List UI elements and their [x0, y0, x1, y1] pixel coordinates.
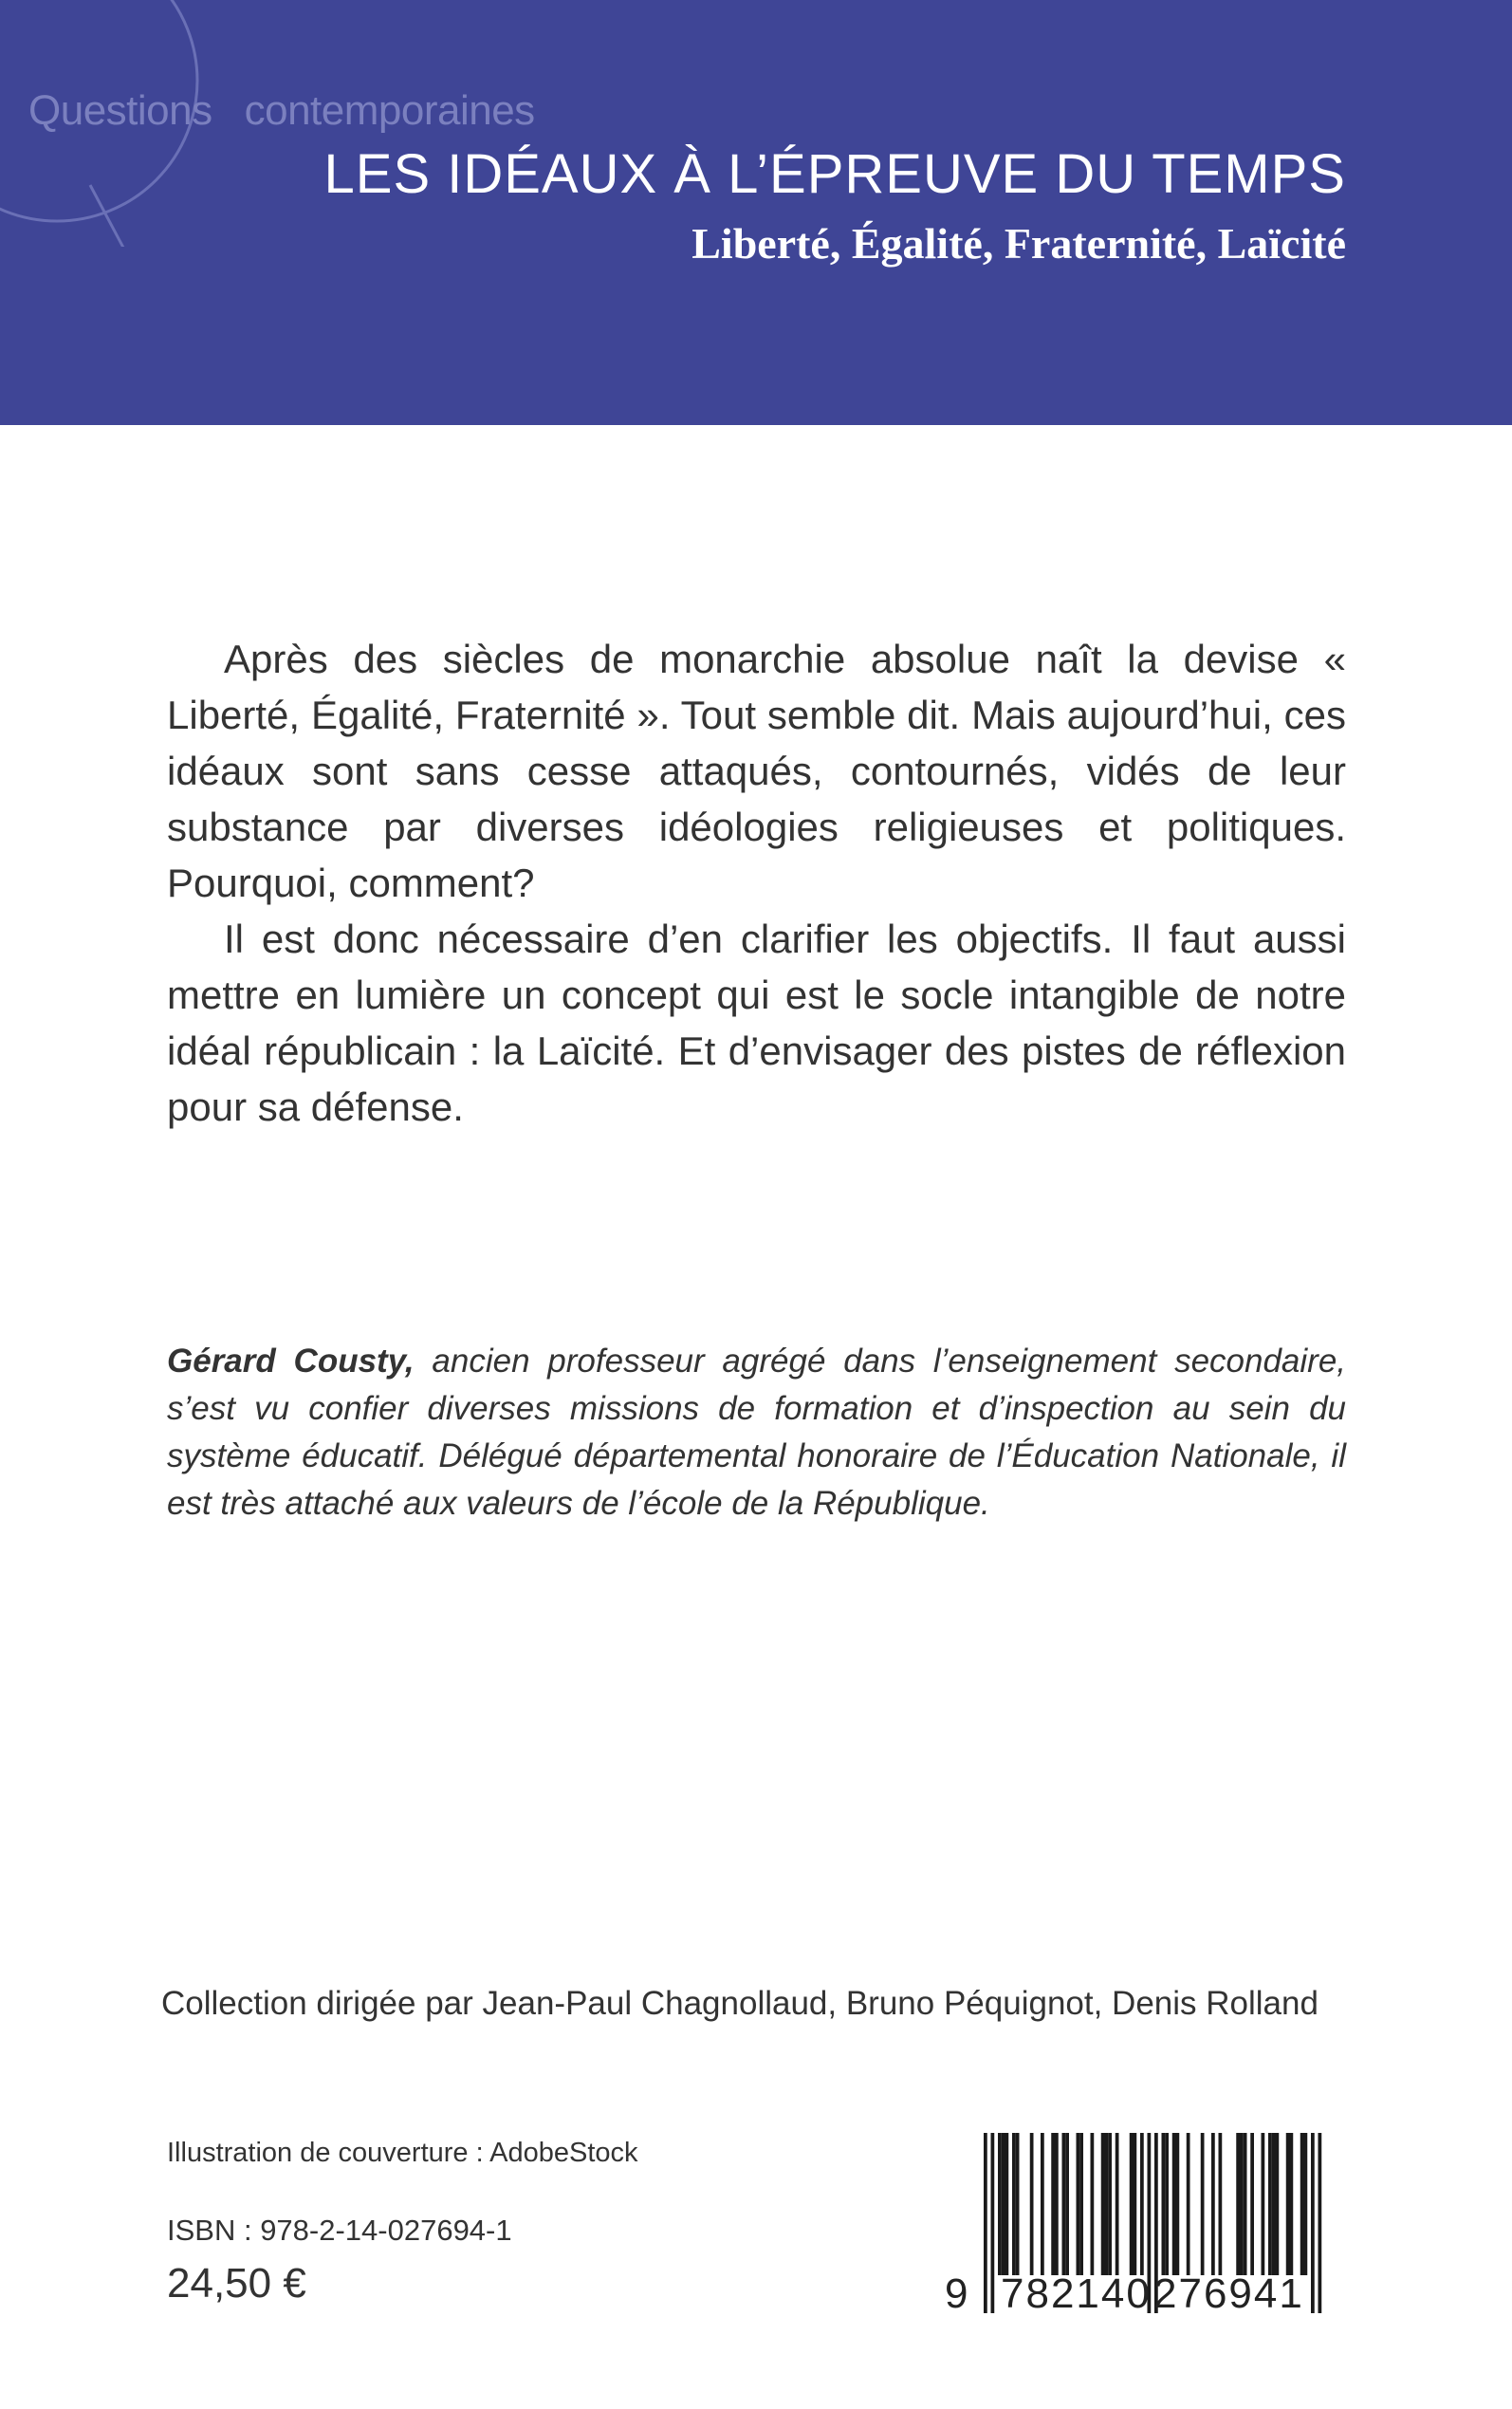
barcode-bar: [1165, 2133, 1169, 2275]
barcode-bar: [1062, 2133, 1066, 2275]
series-word-2: contemporaines: [244, 87, 535, 134]
barcode-bar: [1140, 2133, 1144, 2275]
barcode-bar: [1250, 2133, 1254, 2275]
blurb-text-2: Il est donc nécessaire d’en clarifier les objectifs. Il faut aussi mettre en lumière un concept qui est le socle intangible de notre idéal républicain : la Laïcité. Et d’envisager des pistes de réflexion pour sa défense.: [167, 917, 1346, 1129]
barcode-bar: [1134, 2133, 1137, 2275]
barcode-bar: [1005, 2133, 1009, 2275]
barcode-bar: [1030, 2133, 1034, 2275]
barcode-first-digit: 9: [945, 2270, 970, 2317]
author-bio: [167, 1338, 1346, 1528]
barcode-bar: [991, 2133, 995, 2313]
cover-header-band: [0, 0, 1512, 425]
barcode-bar: [984, 2133, 987, 2313]
barcode-bar: [1055, 2133, 1059, 2275]
collection-credit: Collection dirigée par Jean-Paul Chagnollaud, Bruno Péquignot, Denis Rolland: [161, 1985, 1318, 2022]
author-bio-text: ancien professeur agrégé dans l’enseignement secondaire, s’est vu confier diverses missions de formation et d’inspection au sein du système éducatif. Délégué départemental honoraire de l’Éducation Nationale, il est très attaché aux valeurs de l’école de la République.: [167, 1343, 1347, 1522]
barcode-bar: [1130, 2133, 1134, 2275]
barcode-bar: [1176, 2133, 1180, 2275]
barcode-bar: [1290, 2133, 1294, 2275]
author-name: Gérard Cousty,: [167, 1343, 415, 1380]
barcode-bar: [1116, 2133, 1119, 2275]
series-name: [28, 87, 535, 135]
barcode-bar: [1268, 2133, 1272, 2275]
barcode-bar: [1002, 2133, 1005, 2275]
book-title: LES IDÉAUX À L’ÉPREUVE DU TEMPS: [323, 143, 1346, 205]
barcode-bar: [1240, 2133, 1244, 2275]
barcode-bar: [1105, 2133, 1109, 2275]
barcode-bar: [1300, 2133, 1304, 2275]
barcode-bar: [1304, 2133, 1308, 2275]
barcode-bar: [1162, 2133, 1166, 2275]
isbn: ISBN : 978-2-14-027694-1: [167, 2214, 512, 2247]
barcode-bar: [1108, 2133, 1112, 2275]
barcode-bar: [998, 2133, 1002, 2275]
barcode-bar: [1091, 2133, 1095, 2275]
barcode-bar: [1016, 2133, 1020, 2275]
barcode-bar: [1065, 2133, 1069, 2275]
illustration-credit: Illustration de couverture : AdobeStock: [167, 2138, 638, 2168]
barcode-bar: [1276, 2133, 1280, 2275]
blurb-paragraph-2: [167, 911, 1346, 1135]
blurb-text-1: Après des siècles de monarchie absolue naît la devise « Liberté, Égalité, Fraternité ». Tout semble dit. Mais aujourd’hui, ces idéaux sont sans cesse attaqués, contournés, vidés de leur substance par diverses idéologies religieuses et politiques. Pourquoi, comment?: [167, 637, 1346, 905]
price: 24,50 €: [167, 2260, 306, 2307]
book-subtitle: Liberté, Égalité, Fraternité, Laïcité: [691, 219, 1346, 268]
barcode-bar: [1219, 2133, 1223, 2275]
barcode-bar: [1262, 2133, 1265, 2275]
barcode-bar: [1172, 2133, 1176, 2275]
barcode-bar: [1187, 2133, 1190, 2275]
barcode-bar: [1041, 2133, 1044, 2275]
barcode-bar: [1077, 2133, 1080, 2275]
barcode-bar: [1272, 2133, 1276, 2275]
barcode-bar: [1211, 2133, 1215, 2275]
barcode-left-group: 782140: [1001, 2270, 1152, 2317]
barcode-bar: [1311, 2133, 1315, 2313]
barcode-bar: [1286, 2133, 1290, 2275]
blurb-paragraph-1: [167, 631, 1346, 911]
barcode-right-group: 276941: [1153, 2270, 1304, 2317]
barcode-bar: [1201, 2133, 1205, 2275]
series-word-1: Questions: [28, 87, 212, 134]
barcode-bar: [1318, 2133, 1322, 2313]
barcode-bar: [1236, 2133, 1240, 2275]
barcode-bar: [1051, 2133, 1055, 2275]
barcode-bar: [1079, 2133, 1083, 2275]
barcode-bar: [1012, 2133, 1016, 2275]
barcode-bar: [1244, 2133, 1247, 2275]
barcode-bar: [1101, 2133, 1105, 2275]
